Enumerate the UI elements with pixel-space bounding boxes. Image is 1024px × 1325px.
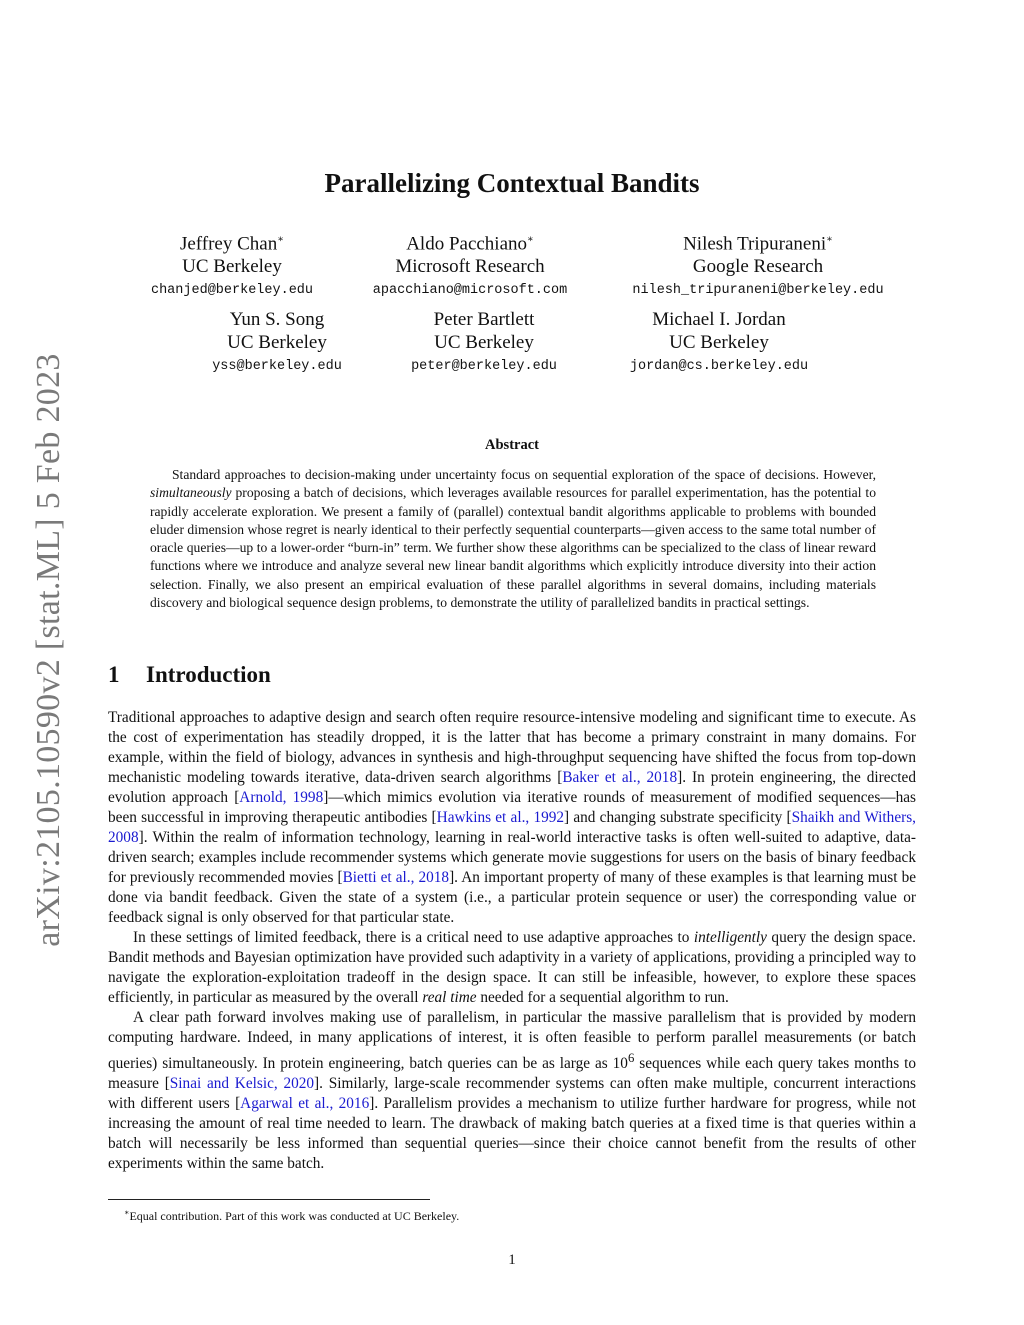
citation-link[interactable]: Bietti et al., 2018 (342, 869, 450, 886)
author-mark: ∗ (527, 234, 534, 245)
citation-link[interactable]: Shaikh and Withers, 2008 (108, 809, 916, 846)
paragraph: In these settings of limited feedback, there is a critical need to use adaptive approaches to intelligently query the design space. Bandit methods and Bayesian optimization have provided such adaptivity in a variety of applications, providing a principled way to navigate the exploration-exploitation tradeoff in the design space. It can still be infeasible, however, to explore these spaces efficiently, in particular as measured by the overall real time needed for a sequential algorithm to run. (108, 929, 917, 1006)
author-affiliation: UC Berkeley (434, 332, 534, 353)
footnote-rule (108, 1199, 430, 1200)
author-block (354, 308, 614, 380)
author-email[interactable]: apacchiano@microsoft.com (372, 283, 568, 299)
author-mark: ∗ (277, 234, 285, 245)
emphasis: real time (422, 989, 477, 1006)
author-affiliation: Microsoft Research (395, 256, 545, 278)
author-name: Nilesh Tripuraneni (683, 233, 827, 255)
arxiv-watermark: arXiv:2105.10590v2 [stat.ML] 5 Feb 2023 (30, 353, 67, 947)
author-affiliation: UC Berkeley (669, 332, 769, 353)
author-email[interactable]: nilesh_tripuraneni@berkeley.edu (632, 283, 884, 299)
abstract-heading: Abstract (485, 437, 539, 453)
paragraph: Traditional approaches to adaptive design and search often require resource-intensive modeling and significant time to execute. As the cost of experimentation has steadily dropped, it is the latter that has become a primary constraint in many domains. For example, within the field of biology, advances in synthesis and high-throughput sequencing have shifted the focus from top-down mechanistic modeling towards iterative, data-driven search algorithms [Baker et al., 2018]. In protein engineering, the directed evolution approach [Arnold, 1998]—which mimics evolution via iterative rounds of measurement of modified sequences—has been successful in improving therapeutic antibodies [Hawkins et al., 1992] and changing substrate specificity [Shaikh and Withers, 2008]. Within the realm of information technology, learning in real-world interactive tasks is often well-suited to adaptive, data-driven search; examples include recommender systems which generate movie suggestions for users on the basis of binary feedback for previously recommended movies [Bietti et al., 2018]. An important property of many of these examples is that learning must be done via bandit feedback. Given the state of a system (i.e., a particular protein sequence or user) the corresponding value or feedback signal is only observed for that particular state. (108, 709, 917, 926)
author-name: Peter Bartlett (433, 309, 535, 330)
author-affiliation: Google Research (692, 256, 824, 278)
page-number: 1 (508, 1252, 516, 1268)
citation-link[interactable]: Sinai and Kelsic, 2020 (169, 1075, 315, 1093)
abstract-text: Standard approaches to decision-making under uncertainty focus on sequential exploration of the space of decisions. However, simultaneously proposing a batch of decisions, which leverages available resources for parallel experimentation, has the potential to rapidly accelerate exploration. We present a family of (parallel) contextual bandit algorithms applicable to problems with bounded eluder dimension whose regret is nearly identical to their perfectly sequential counterparts—given access to the same total number of oracle queries—up to a lower-order “burn-in” term. We further show these algorithms can be specialized to the class of linear reward functions where we introduce and analyze several new linear bandit algorithms which explicitly introduce diversity into their action selection. Finally, we also present an empirical evaluation of these parallel algorithms in several domains, including materials discovery and biological sequence design problems, to demonstrate the utility of parallelized bandits in practical settings. (150, 467, 876, 611)
citation-link[interactable]: Hawkins et al., 1992 (436, 809, 565, 826)
author-email[interactable]: jordan@cs.berkeley.edu (629, 359, 809, 374)
section-body (108, 708, 916, 1174)
section-title: Introduction (146, 662, 271, 687)
author-block (589, 308, 849, 380)
emphasis: intelligently (693, 929, 767, 946)
author-name: Aldo Pacchiano (406, 233, 528, 255)
footnote (124, 1205, 459, 1224)
section-heading (108, 662, 271, 688)
author-mark: ∗ (826, 234, 833, 245)
author-email[interactable]: peter@berkeley.edu (411, 359, 557, 374)
author-block (340, 228, 600, 304)
footnote-text: Equal contribution. Part of this work was conducted at UC Berkeley. (129, 1209, 460, 1223)
paragraph: A clear path forward involves making use of parallelism, in particular the massive parallelism that is provided by modern computing hardware. Indeed, in many applications of interest, it is often feasible to perform parallel measurements (or batch queries) simultaneously. In protein engineering, batch queries can be as large as $10^6$ sequences while each query takes months to measure [Sinai and Kelsic, 2020]. Similarly, large-scale recommender systems can often make multiple, concurrent interactions with different users [Agarwal et al., 2016]. Parallelism provides a mechanism to utilize further hardware for progress, while not increasing the amount of real time needed to learn. The drawback of making batch queries at a fixed time is that queries within a batch will necessarily be less informed than sequential queries—since their choice cannot benefit from the results of other experiments within the same batch. (108, 1009, 916, 1173)
footnote-mark: ∗ (124, 1208, 130, 1217)
author-name: Michael I. Jordan (652, 309, 786, 330)
author-email[interactable]: chanjed@berkeley.edu (150, 283, 314, 299)
author-email[interactable]: yss@berkeley.edu (212, 359, 342, 374)
citation-link[interactable]: Baker et al., 2018 (562, 769, 678, 786)
citation-link[interactable]: Arnold, 1998 (239, 789, 324, 806)
citation-link[interactable]: Agarwal et al., 2016 (240, 1095, 370, 1113)
author-affiliation: UC Berkeley (182, 256, 282, 278)
author-affiliation: UC Berkeley (227, 332, 327, 353)
abstract-emphasis: simultaneously (150, 485, 232, 501)
author-name: Yun S. Song (229, 309, 325, 330)
author-block (628, 228, 888, 304)
exponent: 6 (627, 1051, 635, 1065)
author-block (102, 228, 362, 304)
section-number: 1 (108, 662, 120, 687)
author-name: Jeffrey Chan (179, 233, 278, 255)
paper-title: Parallelizing Contextual Bandits (324, 168, 700, 198)
